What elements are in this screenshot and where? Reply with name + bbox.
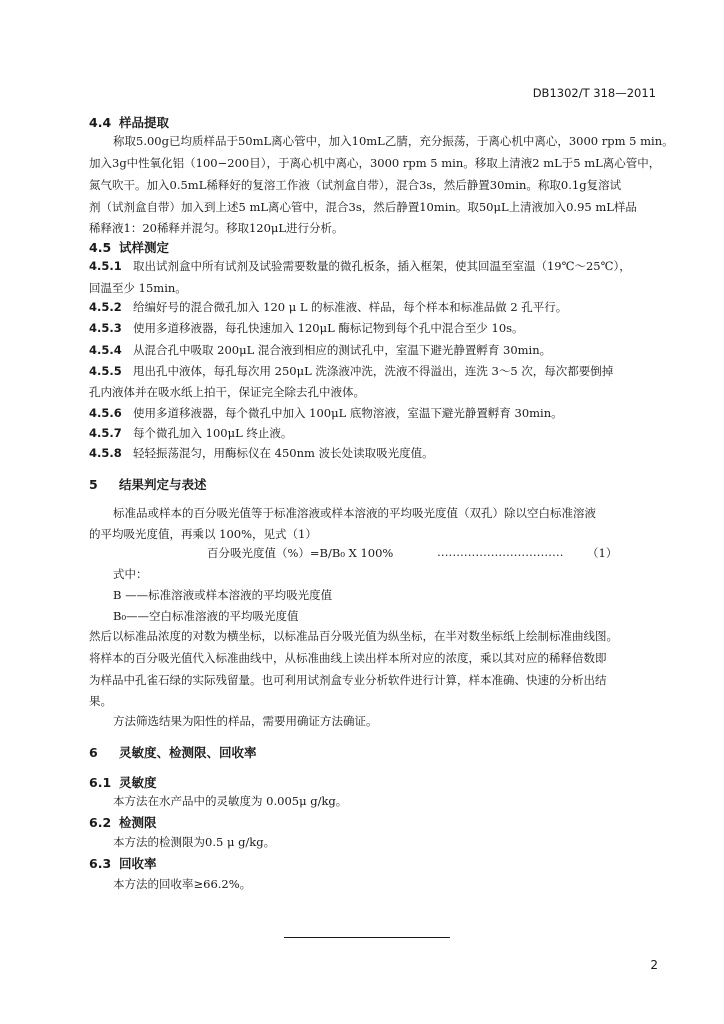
- section-4-4-line: 加入3g中性氧化铝（100−200目），于离心机中离心，3000 rpm 5 min。移取上清液2 mL于5 mL离心管中，: [89, 156, 661, 170]
- section-5-para-line: 将样本的百分吸光值代入标准曲线中，从标准曲线上读出样本所对应的浓度，乘以其对应的稀释倍数即: [89, 651, 607, 665]
- item-4-5-1-continued: 回温至少 15min。: [89, 281, 187, 295]
- section-6-2-text: 本方法的检测限为0.5 μ g/kg。: [113, 835, 276, 849]
- item-4-5-3: 4.5.3 使用多道移液器，每孔快速加入 120μL 酶标记物到每个孔中混合至少 10s。: [89, 321, 524, 335]
- section-6-2-heading: 6.2 检测限: [89, 815, 157, 830]
- section-6-1-heading: 6.1 灵敏度: [89, 775, 157, 790]
- section-4-4-line: 称取5.00g已均质样品于50mL离心管中，加入10mL乙腈，充分振荡，于离心机中离心，3000 rpm 5 min。: [113, 134, 674, 148]
- section-5-para-line: 然后以标准品浓度的对数为横坐标，以标准品百分吸光值为纵坐标，在半对数坐标纸上绘制标准曲线图。: [89, 629, 618, 643]
- where-label: 式中：: [113, 567, 148, 581]
- item-4-5-6: 4.5.6 使用多道移液器，每个微孔中加入 100μL 底物溶液，室温下避光静置孵育 30min。: [89, 406, 563, 420]
- section-5-para-line: 果。: [89, 694, 112, 708]
- section-4-5-heading: 4.5 试样测定: [89, 240, 170, 255]
- section-5-intro-line: 标准品或样本的百分吸光值等于标准溶液或样本溶液的平均吸光度值（双孔）除以空白标准溶液: [113, 506, 596, 520]
- formula-1: 百分吸光度值（%）=B/B₀ X 100%: [207, 546, 394, 560]
- section-5-heading: 5 结果判定与表述: [89, 477, 207, 492]
- section-4-4-heading: 4.4 样品提取: [89, 115, 170, 130]
- section-4-4-line: 稀释液1：20稀释并混匀。移取120μL进行分析。: [89, 221, 344, 235]
- item-4-5-4: 4.5.4 从混合孔中吸取 200μL 混合液到相应的测试孔中，室温下避光静置孵育 30min。: [89, 343, 552, 357]
- item-4-5-7: 4.5.7 每个微孔加入 100μL 终止液。: [89, 426, 293, 440]
- section-6-heading: 6 灵敏度、检测限、回收率: [89, 745, 257, 760]
- section-4-4-line: 氮气吹干。加入0.5mL稀释好的复溶工作液（试剂盒自带），混合3s，然后静置30min。称取0.1g复溶试: [89, 178, 622, 192]
- item-4-5-1: 4.5.1 取出试剂盒中所有试剂及试验需要数量的微孔板条，插入框架，使其回温至室温（19℃～25℃），: [89, 259, 631, 273]
- definition-b0: B₀——空白标准溶液的平均吸光度值: [113, 609, 299, 623]
- section-4-4-line: 剂（试剂盒自带）加入到上述5 mL离心管中，混合3s，然后静置10min。取50μL上清液加入0.95 mL样品: [89, 200, 637, 214]
- page-number: 2: [650, 958, 658, 972]
- section-6-3-text: 本方法的回收率≥66.2%。: [113, 877, 252, 891]
- formula-leader-dots: ……………………………: [437, 545, 564, 559]
- item-4-5-5: 4.5.5 甩出孔中液体，每孔每次用 250μL 洗涤液冲洗，洗液不得溢出，连洗 3～5 次，每次都要倒掉: [89, 364, 614, 378]
- item-4-5-5-continued: 孔内液体并在吸水纸上拍干，保证完全除去孔中液体。: [89, 385, 365, 399]
- formula-number: （1）: [587, 546, 618, 560]
- section-6-3-heading: 6.3 回收率: [89, 856, 157, 871]
- item-4-5-8: 4.5.8 轻轻振荡混匀，用酶标仪在 450nm 波长处读取吸光度值。: [89, 446, 434, 460]
- section-5-intro-line: 的平均吸光度值，再乘以 100%，见式（1）: [89, 527, 317, 541]
- document-code: DB1302/T 318—2011: [532, 86, 656, 100]
- item-4-5-2: 4.5.2 给编好号的混合微孔加入 120 μ L 的标准液、样品，每个样本和标准品做 2 孔平行。: [89, 300, 568, 314]
- end-rule: [284, 937, 450, 938]
- definition-b: B ——标准溶液或样本溶液的平均吸光度值: [113, 588, 333, 602]
- section-6-1-text: 本方法在水产品中的灵敏度为 0.005μ g/kg。: [113, 794, 348, 808]
- confirmation-note: 方法筛选结果为阳性的样品，需要用确证方法确证。: [113, 714, 378, 728]
- section-5-para-line: 为样品中孔雀石绿的实际残留量。也可利用试剂盒专业分析软件进行计算，样本准确、快速的分析出结: [89, 673, 607, 687]
